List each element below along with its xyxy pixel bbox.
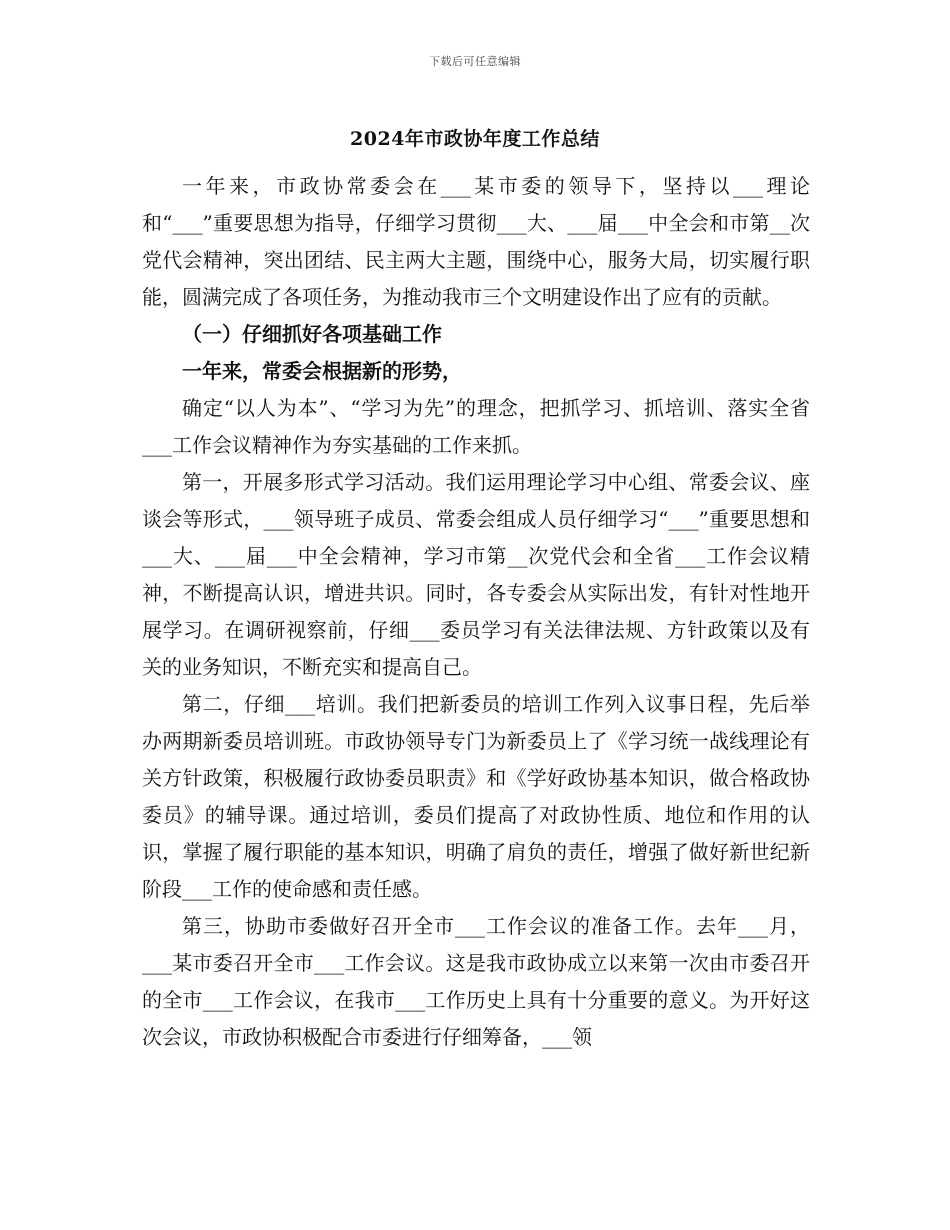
document-title: 2024年市政协年度工作总结 — [350, 128, 600, 150]
paragraph-first: 第一，开展多形式学习活动。我们运用理论学习中心组、常委会议、座谈会等形式，___领导班子成员、常委会组成人员仔细学习“___”重要思想和___大、___届___中全会精神，学习市第__次党代会和全省___工作会议精神，不断提高认识，增进共识。同时，各专委会从实际出发，有针对性地开展学习。在调研视察前，仔细___委员学习有关法律法规、方针政策以及有关的业务知识，不断充实和提高自己。 — [142, 470, 810, 679]
paragraph-third: 第三，协助市委做好召开全市___工作会议的准备工作。去年___月，___某市委召开全市___工作会议。这是我市政协成立以来第一次由市委召开的全市___工作会议，在我市___工作历史上具有十分重要的意义。为开好这次会议，市政协积极配合市委进行仔细筹备，___领 — [142, 914, 810, 1049]
section-heading: （一）仔细抓好各项基础工作 — [182, 322, 442, 346]
paragraph-principles: 确定“以人为本”、“学习为先”的理念，把抓学习、抓培训、落实全省___工作会议精神作为夯实基础的工作来抓。 — [142, 396, 810, 457]
paragraph-second: 第二，仔细___培训。我们把新委员的培训工作列入议事日程，先后举办两期新委员培训班。市政协领导专门为新委员上了《学习统一战线理论有关方针政策，积极履行政协委员职责》和《学好政协基本知识，做合格政协委员》的辅导课。通过培训，委员们提高了对政协性质、地位和作用的认识，掌握了履行职能的基本知识，明确了肩负的责任，增强了做好新世纪新阶段___工作的使命感和责任感。 — [142, 692, 810, 901]
paragraph-intro: 一年来，市政协常委会在___某市委的领导下，坚持以___理论和“___”重要思想为指导，仔细学习贯彻___大、___届___中全会和市第__次党代会精神，突出团结、民主两大主题，围绕中心，服务大局，切实履行职能，圆满完成了各项任务，为推动我市三个文明建设作出了应有的贡献。 — [142, 174, 810, 309]
document-body — [142, 168, 810, 1056]
header-note: 下载后可任意编辑 — [429, 55, 521, 68]
sub-heading: 一年来，常委会根据新的形势， — [182, 359, 462, 383]
